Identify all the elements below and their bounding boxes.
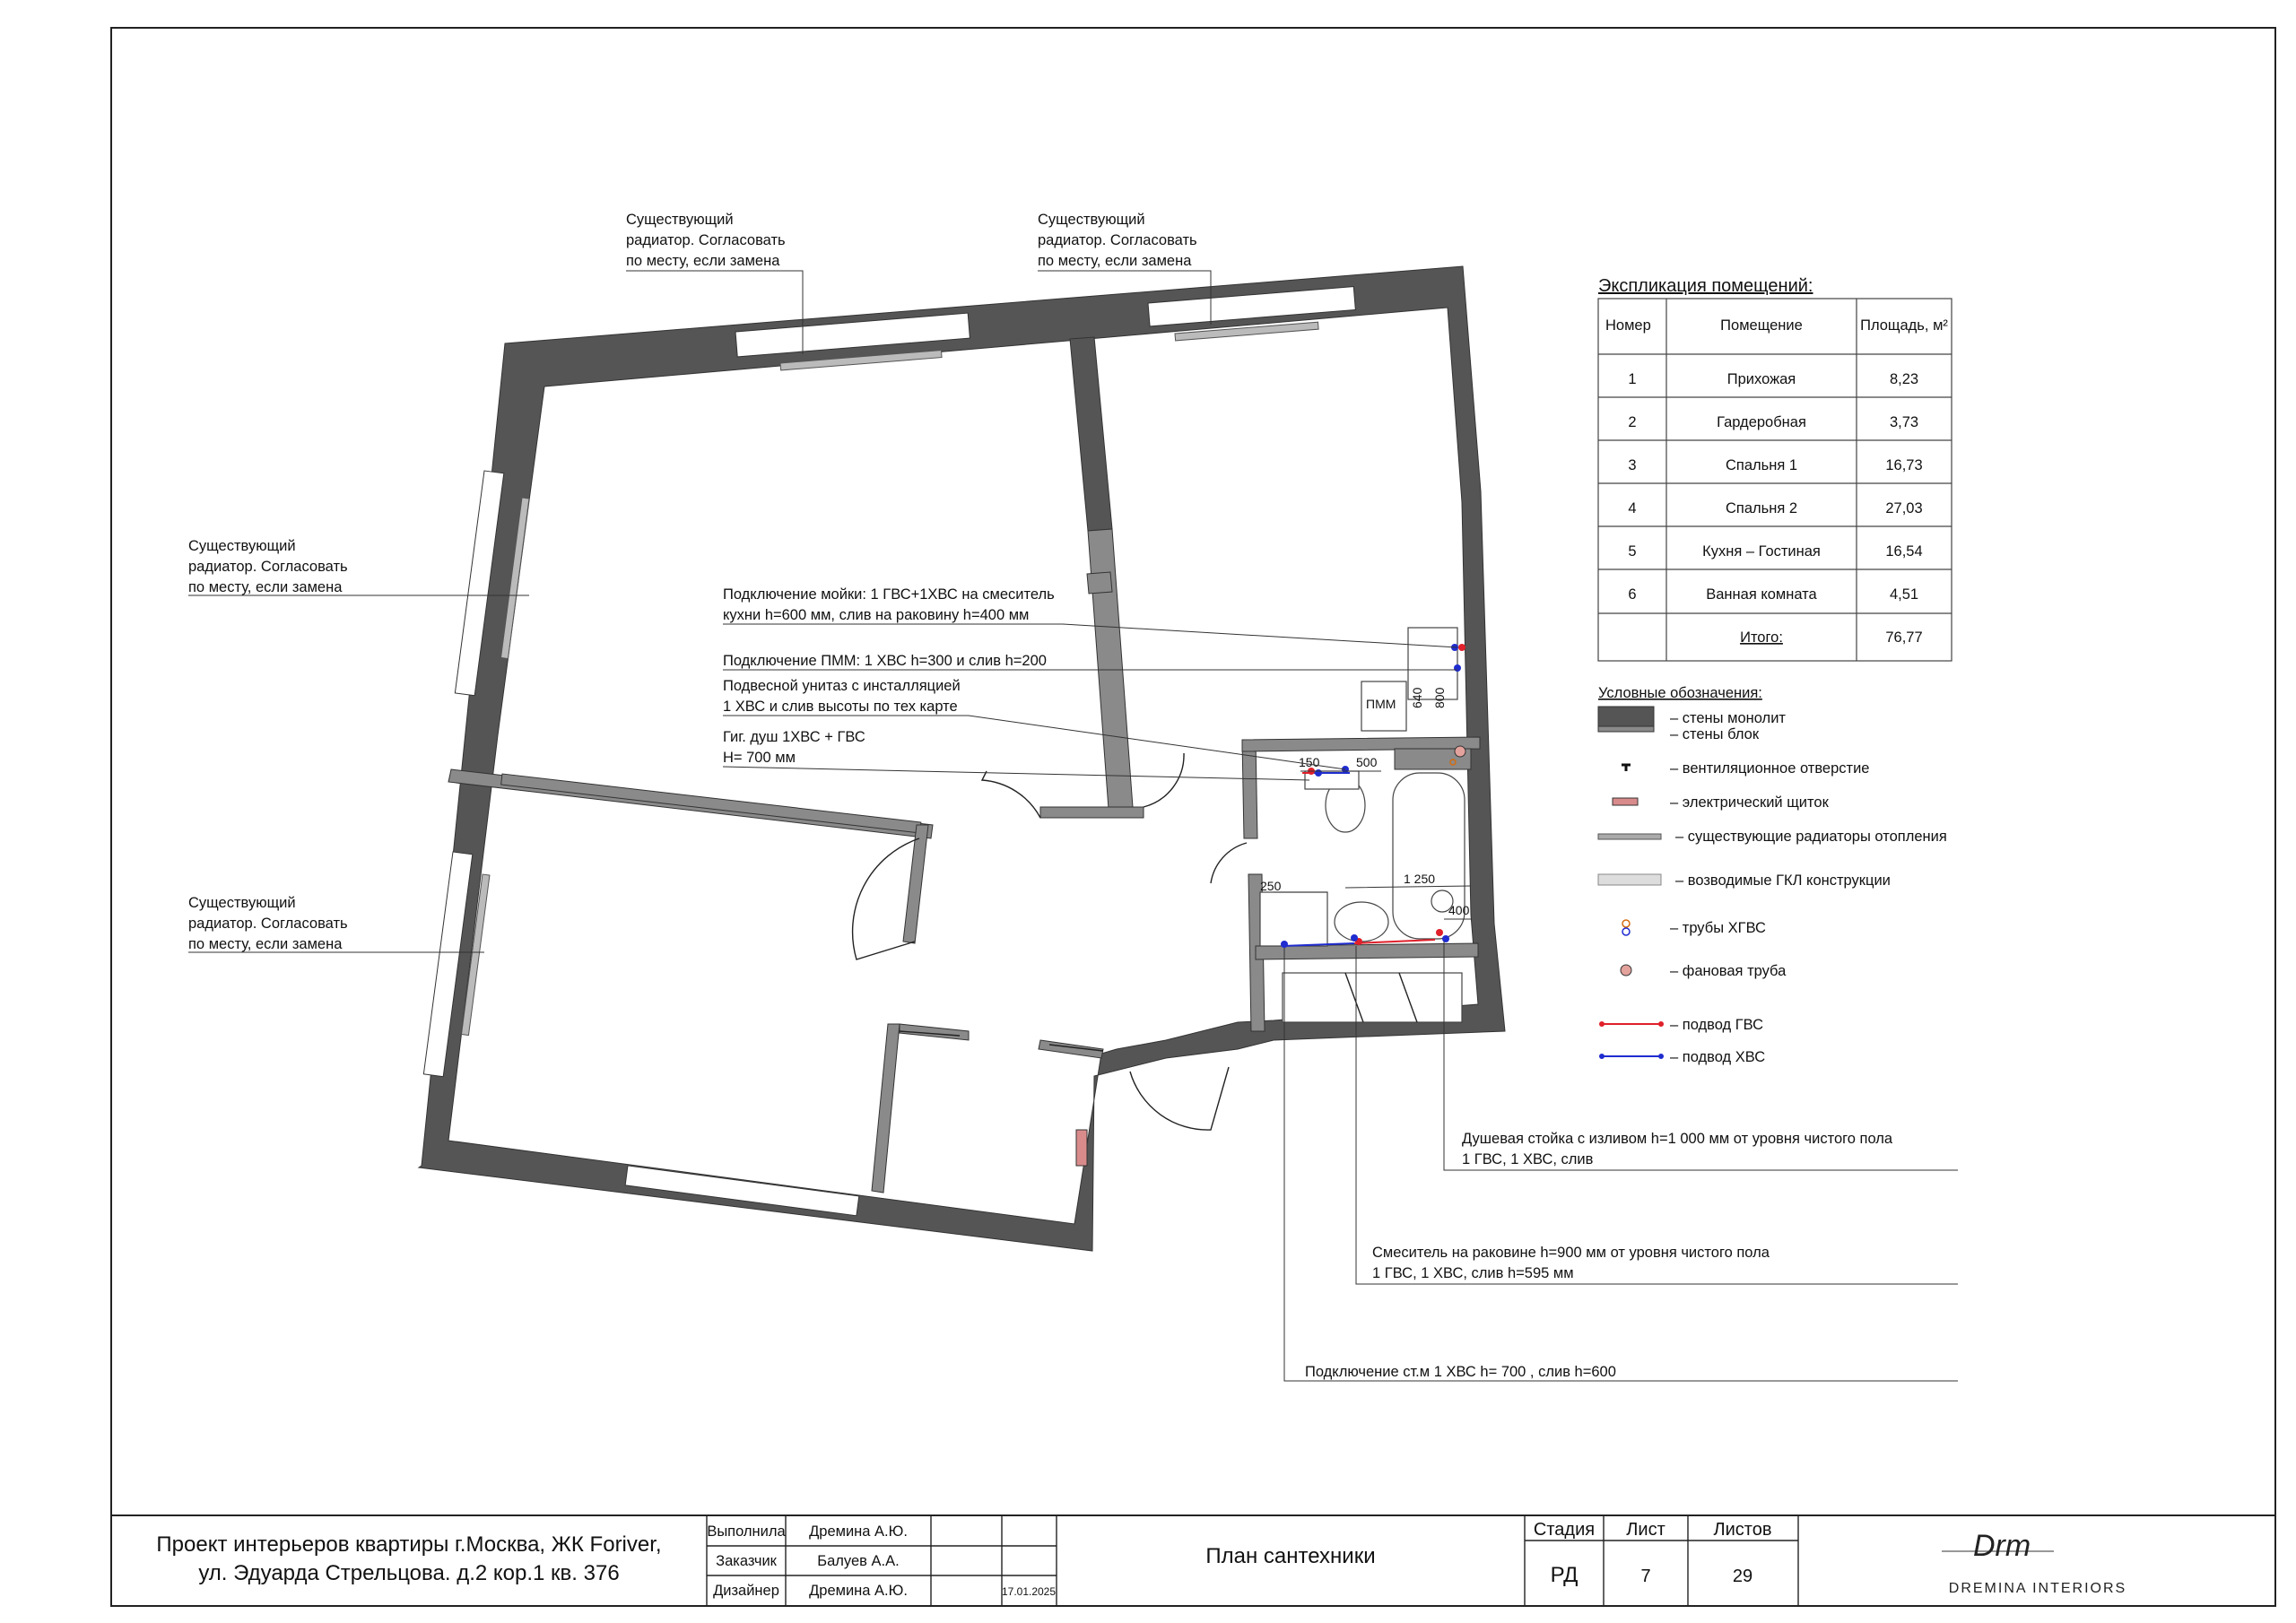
callout-sink-l2: кухни h=600 мм, слив на раковину h=400 мм [723,607,1030,623]
table-cell-area: 16,54 [1885,543,1923,560]
callout-radiator-top2-l2: радиатор. Согласовать [1038,232,1197,248]
table-frame [1598,299,1952,661]
table-cell-area: 8,23 [1889,371,1919,387]
callout-radiator-left2-l1: Существующий [188,895,296,911]
callout-hyg-shower-l2: H= 700 мм [723,750,796,766]
callout-shower-rack-l2: 1 ГВС, 1 ХВС, слив [1462,1151,1594,1167]
legend-block-swatch [1598,726,1654,732]
callout-radiator-top2-l1: Существующий [1038,212,1145,228]
explication-table [1598,276,1952,661]
legend-item-panel: – электрический щиток [1670,794,1829,811]
table-cell-room: Прихожая [1726,371,1796,387]
hot-pipe-point [1458,644,1465,651]
stage-header: Стадия [1533,1520,1596,1540]
legend-item-hot: – подвод ГВС [1670,1017,1764,1033]
callout-basin-l2: 1 ГВС, 1 ХВС, слив h=595 мм [1372,1265,1574,1281]
kitchen-fixtures [1361,628,1457,731]
fan-pipe-icon [1455,746,1465,757]
callout-radiator-top1-l2: радиатор. Согласовать [626,232,786,248]
table-total-label: Итого: [1740,629,1783,646]
callout-toilet-l1: Подвесной унитаз с инсталляцией [723,678,961,694]
partition-corridor-1 [903,825,928,943]
role-name-2: Балуев А.А. [817,1553,900,1569]
callout-radiator-top2-l3: по месту, если замена [1038,253,1192,269]
legend-item-monolith: – стены монолит [1670,710,1786,726]
table-header-room: Помещение [1720,317,1803,334]
leader-line [723,624,1457,647]
table-cell-room: Ванная комната [1706,586,1817,603]
legend [1598,685,1947,1065]
fan-pipe-icon [1621,965,1631,976]
role-label-3: Дизайнер [713,1583,779,1599]
callout-radiator-top1-l1: Существующий [626,212,734,228]
pipe-hgvs-icon [1622,928,1630,935]
explication-title: Экспликация помещений: [1598,276,1813,296]
dim-150: 150 [1299,755,1320,769]
callout-dishwasher: Подключение ПММ: 1 ХВС h=300 и слив h=200 [723,653,1047,669]
callout-sink-l1: Подключение мойки: 1 ГВС+1ХВС на смеситель [723,586,1055,603]
table-cell-area: 4,51 [1889,586,1919,603]
legend-item-vent: – вентиляционное отверстие [1670,760,1870,777]
callout-radiator-left1-l1: Существующий [188,538,296,554]
dim-250: 250 [1260,879,1282,893]
dim-800: 800 [1432,687,1447,708]
exterior-walls [419,266,1505,1251]
table-cell-num: 6 [1628,586,1637,603]
door-swing [1211,843,1247,883]
callout-radiator-top1-l3: по месту, если замена [626,253,780,269]
cold-pipe-point [1315,769,1322,777]
hot-pipe-point [1436,929,1443,936]
gkl-structure [501,774,921,833]
table-row [1628,457,1922,473]
cold-pipe-point [1442,935,1449,942]
cold-pipe-point [1351,934,1358,942]
cold-supply-icon [1658,1054,1664,1059]
dim-640: 640 [1410,687,1424,708]
washing-machine [1260,892,1327,946]
legend-item-fan: – фановая труба [1670,963,1787,979]
leader-line [723,767,1309,780]
callout-washer: Подключение ст.м 1 ХВС h= 700 , слив h=600 [1305,1364,1616,1380]
radiator-icon [1598,834,1661,839]
electrical-panel-icon [1076,1130,1087,1166]
role-name-1: Дремина А.Ю. [809,1523,908,1540]
callout-hyg-shower-l1: Гиг. душ 1ХВС + ГВС [723,729,865,745]
table-cell-room: Спальня 2 [1725,500,1798,516]
door-swing [1130,1067,1229,1130]
partition-door-stub [1040,807,1144,818]
electrical-panel-icon [1613,798,1638,805]
legend-title: Условные обозначения: [1598,685,1762,701]
callout-shower-rack-l1: Душевая стойка с изливом h=1 000 мм от уровня чистого пола [1462,1131,1893,1147]
brand-logo [1942,1529,2126,1596]
role-name-3: Дремина А.Ю. [809,1583,908,1599]
table-cell-area: 16,73 [1885,457,1923,473]
project-title-line2: ул. Эдуарда Стрельцова. д.2 кор.1 кв. 376 [198,1561,620,1585]
table-cell-area: 27,03 [1885,500,1923,516]
table-header-num: Номер [1605,317,1651,334]
table-cell-room: Кухня – Гостиная [1702,543,1821,560]
dim-1250: 1 250 [1404,872,1436,886]
table-row [1628,543,1922,560]
table-cell-num: 4 [1628,500,1637,516]
cold-supply-icon [1599,1054,1605,1059]
table-cell-num: 2 [1628,414,1637,430]
dim-500: 500 [1356,755,1378,769]
sheet-header: Лист [1626,1520,1665,1540]
partition-mid [1087,572,1112,594]
table-cell-room: Гардеробная [1717,414,1806,430]
partition-bedroom-vertical [1070,337,1112,531]
logo-signature: Drm [1973,1529,2031,1563]
table-cell-area: 3,73 [1889,414,1919,430]
gkl-icon [1598,874,1661,885]
partition-corridor-2 [872,1024,900,1193]
wash-basin [1335,902,1388,942]
legend-item-gkl: – возводимые ГКЛ конструкции [1675,872,1891,889]
legend-item-radiator: – существующие радиаторы отопления [1675,829,1947,845]
role-label-2: Заказчик [716,1553,777,1569]
table-row [1628,414,1918,430]
table-total-value: 76,77 [1885,629,1923,646]
logo-text: DREMINA INTERIORS [1948,1581,2127,1596]
cold-pipe-point [1454,664,1461,672]
legend-item-pipes: – трубы ХГВС [1670,920,1766,936]
project-title-line1: Проект интерьеров квартиры г.Москва, ЖК Foriver, [156,1532,662,1557]
legend-monolith-swatch [1598,707,1654,726]
door-swing [982,771,1040,818]
date: 17.01.2025 [1001,1585,1057,1598]
callout-basin-l1: Смеситель на раковине h=900 мм от уровня чистого пола [1372,1245,1770,1261]
floor-plan [419,266,1505,1251]
role-label-1: Выполнила [707,1523,786,1540]
sheet-frame [111,28,2275,1606]
pipe-hgvs-icon [1622,920,1630,927]
dishwasher-label: ПММ [1366,697,1396,711]
callout-radiator-left2-l3: по месту, если замена [188,936,343,952]
bathroom-niche [1283,973,1462,1022]
sheets-value: 29 [1732,1567,1753,1586]
callout-toilet-l2: 1 ХВС и слив высоты по тех карте [723,699,958,715]
callout-radiator-left1-l3: по месту, если замена [188,579,343,595]
table-row [1628,371,1918,387]
table-header-area: Площадь, м² [1860,317,1948,334]
legend-item-cold: – подвод ХВС [1670,1049,1766,1065]
dim-400: 400 [1448,903,1470,917]
table-row [1628,500,1922,516]
title-block [111,1515,2275,1606]
table-cell-num: 5 [1628,543,1637,560]
sheet-value: 7 [1640,1567,1651,1586]
callout-radiator-left2-l2: радиатор. Согласовать [188,916,348,932]
hot-supply-icon [1599,1021,1605,1027]
door-swing [1144,753,1184,807]
hot-supply-icon [1658,1021,1664,1027]
table-row [1628,586,1918,603]
callout-radiator-left1-l2: радиатор. Согласовать [188,559,348,575]
table-cell-num: 3 [1628,457,1637,473]
table-cell-num: 1 [1628,371,1637,387]
partition-block-1 [1088,529,1133,809]
cold-pipe-point [1281,941,1288,948]
partition-corridor-4 [1039,1040,1103,1058]
stage-value: РД [1550,1563,1578,1587]
table-cell-room: Спальня 1 [1725,457,1798,473]
vent-icon [1622,765,1631,771]
sheet-title: План сантехники [1205,1544,1376,1568]
legend-item-block: – стены блок [1670,726,1760,742]
table-grid [1598,299,1952,661]
sheets-header: Листов [1713,1520,1772,1540]
interior-walls [448,337,1144,1193]
